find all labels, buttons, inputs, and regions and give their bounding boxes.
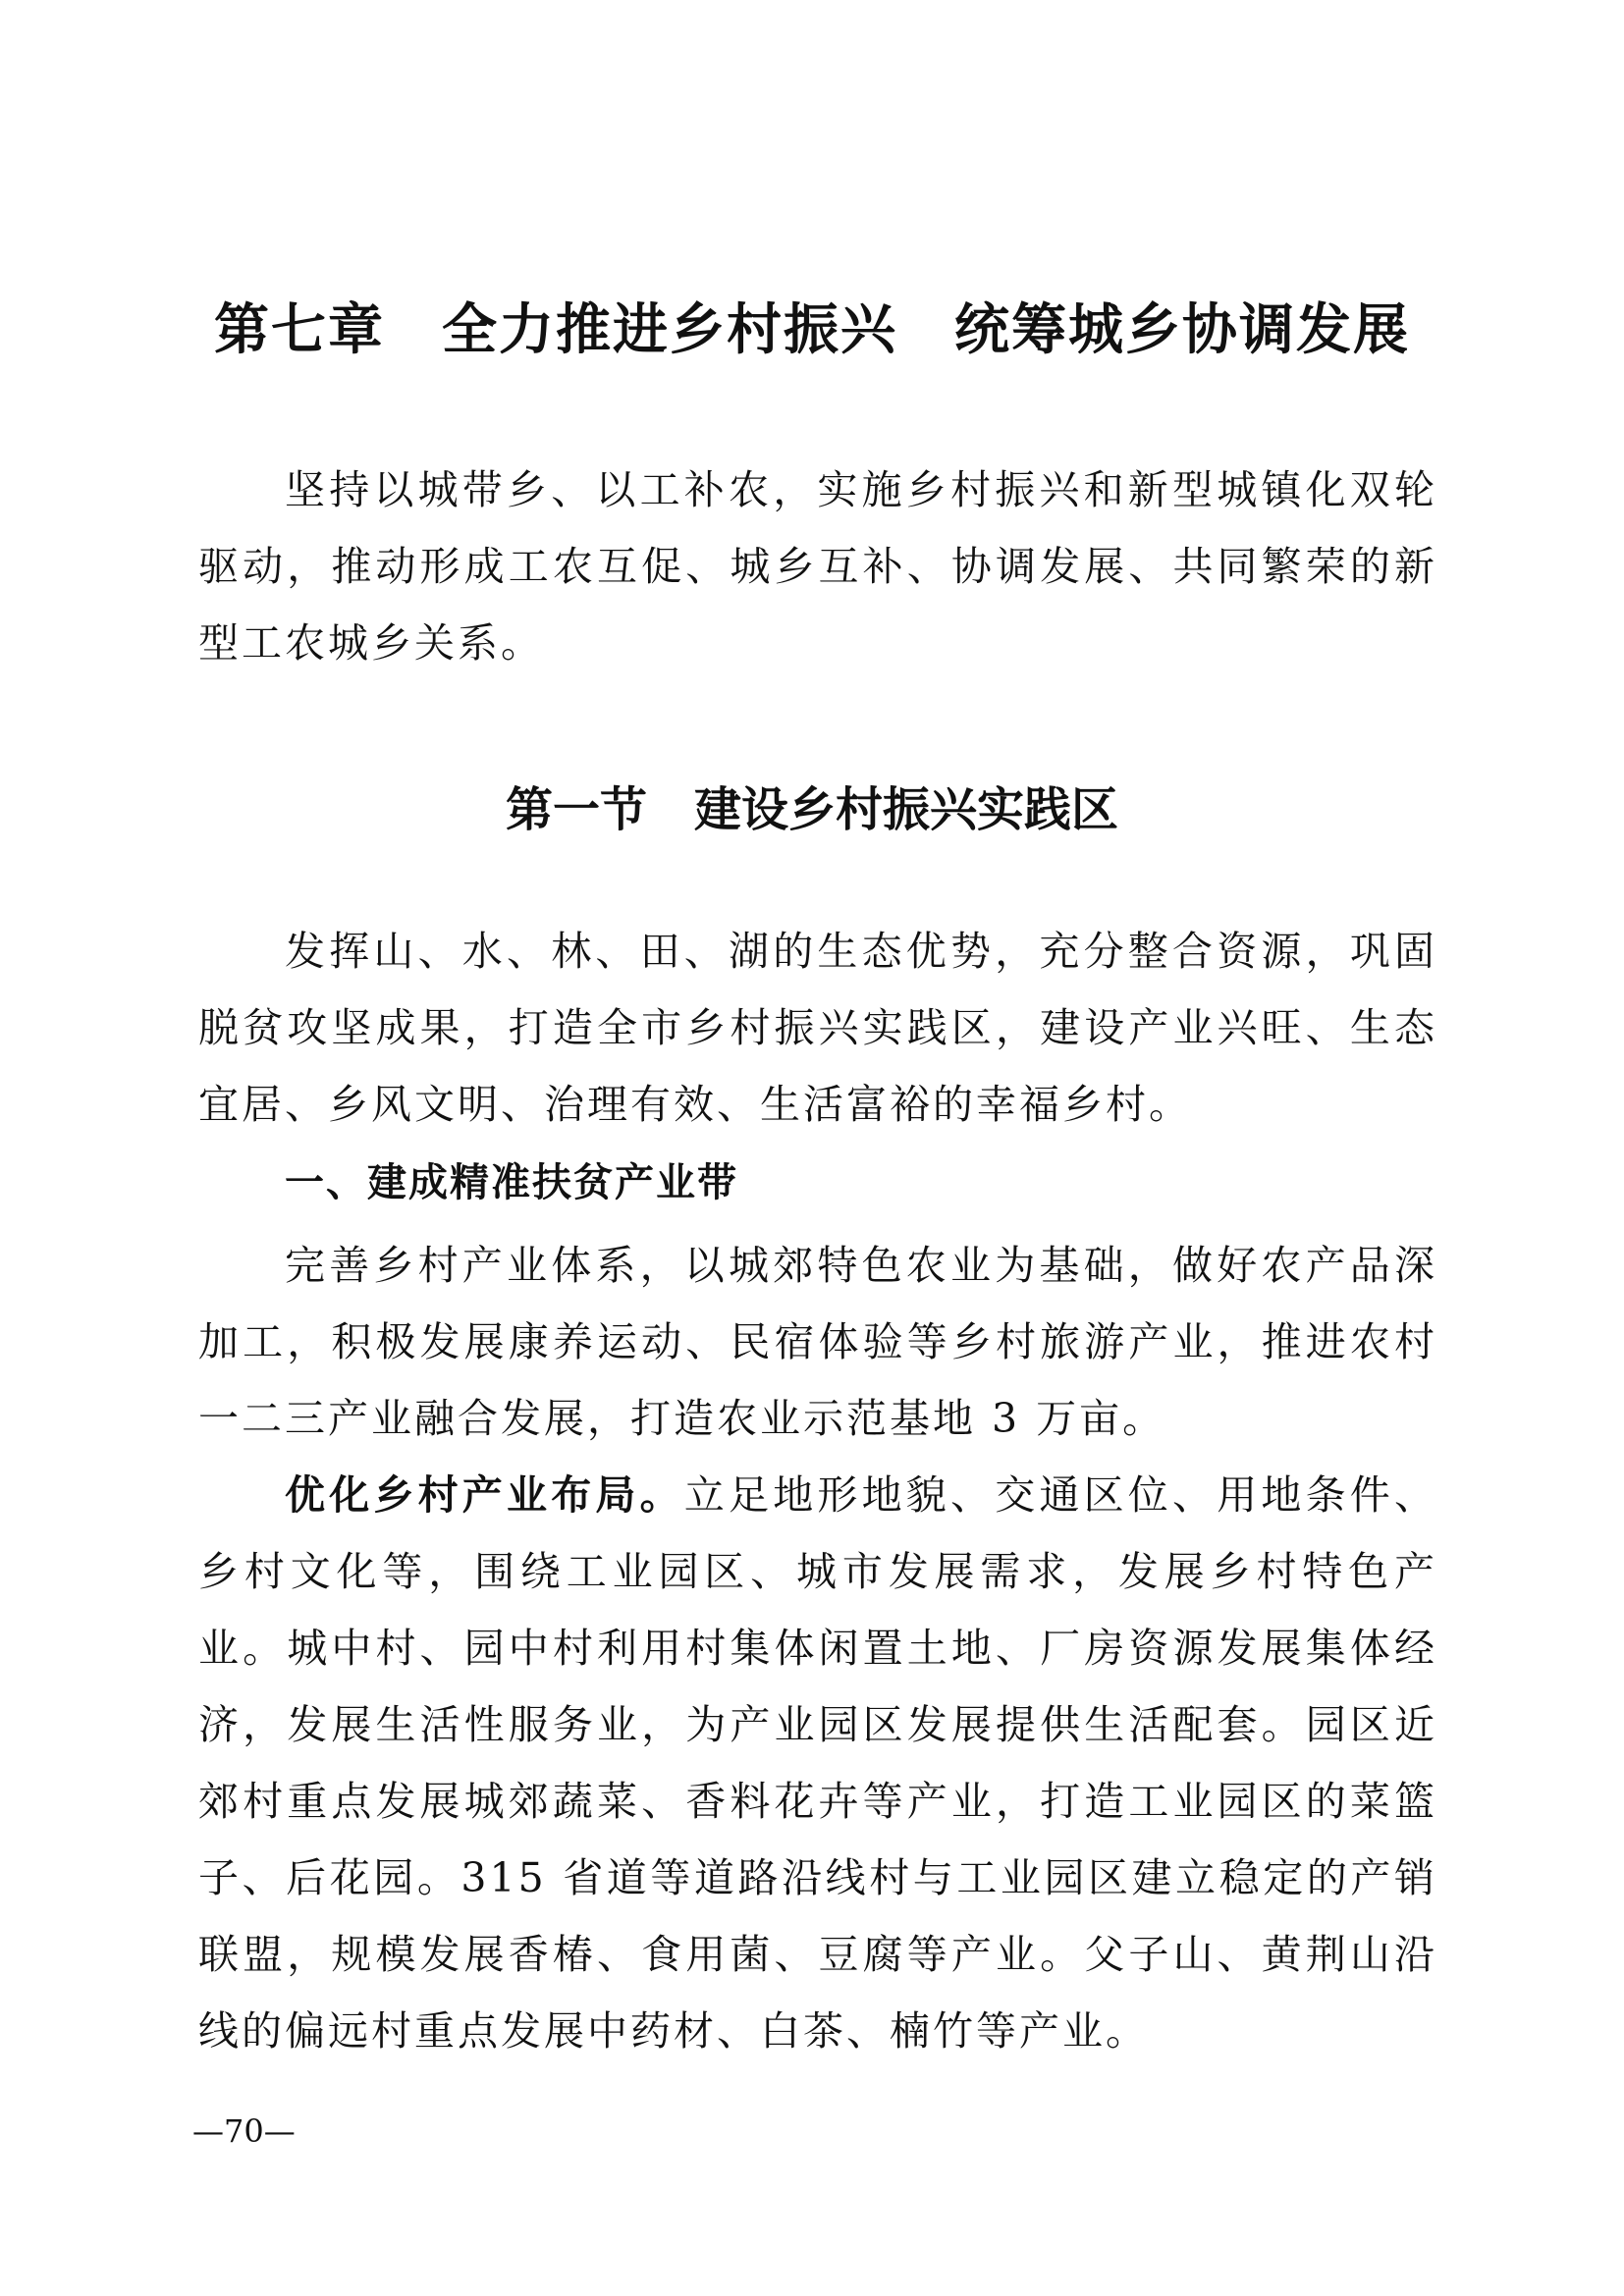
subsection-heading: 一、建成精准扶贫产业带 xyxy=(285,1160,738,1205)
section-intro-paragraph: 发挥山、水、林、田、湖的生态优势，充分整合资源，巩固脱贫攻坚成果，打造全市乡村振兴实践区，建设产业兴旺、生态宜居、乡风文明、治理有效、生活富裕的幸福乡村。 xyxy=(198,928,1437,1128)
industry-layout-paragraph xyxy=(198,1457,1437,2069)
page-number: —70— xyxy=(192,2112,296,2150)
chapter-intro-paragraph: 坚持以城带乡、以工补农，实施乡村振兴和新型城镇化双轮驱动，推动形成工农互促、城乡互补、协调发展、共同繁荣的新型工农城乡关系。 xyxy=(198,466,1437,667)
section-title: 第一节 建设乡村振兴实践区 xyxy=(505,782,1118,837)
paragraph-body-text: 立足地形地貌、交通区位、用地条件、乡村文化等，围绕工业园区、城市发展需求，发展乡村特色产业。城中村、园中村利用村集体闲置土地、厂房资源发展集体经济，发展生活性服务业，为产业园区发展提供生活配套。园区近郊村重点发展城郊蔬菜、香料花卉等产业，打造工业园区的菜篮子、后花园。315 省道等道路沿线村与工业园区建立稳定的产销联盟，规模发展香椿、食用菌、豆腐等产业。父子山、黄荆山沿线的偏远村重点发展中药材、白茶、楠竹等产业。 xyxy=(198,1471,1438,2055)
paragraph-lead-bold: 优化乡村产业布局。 xyxy=(285,1471,684,1519)
subsection-body-paragraph: 完善乡村产业体系，以城郊特色农业为基础，做好农产品深加工，积极发展康养运动、民宿体验等乡村旅游产业，推进农村一二三产业融合发展，打造农业示范基地 3 万亩。 xyxy=(198,1242,1437,1442)
chapter-title: 第七章 全力推进乡村振兴 统筹城乡协调发展 xyxy=(214,298,1410,362)
